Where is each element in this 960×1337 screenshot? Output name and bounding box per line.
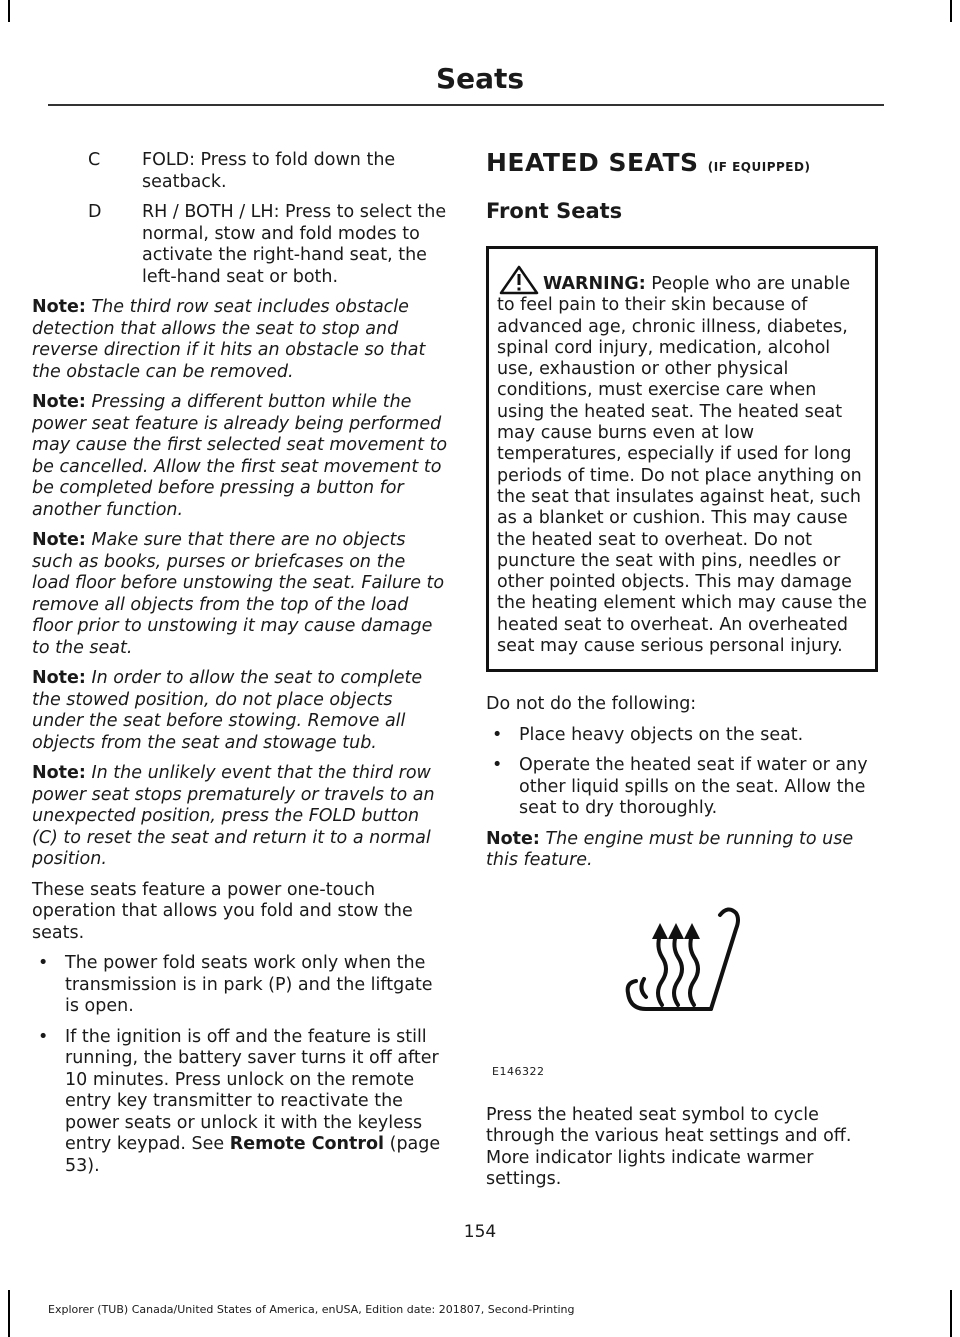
note-label: Note: — [32, 668, 86, 688]
subsection-heading: Front Seats — [486, 198, 623, 223]
right-column — [486, 150, 878, 1200]
do-not-intro: Do not do the following: — [486, 694, 697, 715]
key-letter: D — [88, 202, 102, 222]
note-stowed-position — [32, 668, 448, 754]
page-number: 154 — [463, 1222, 497, 1242]
key-item-d — [32, 202, 448, 288]
crop-mark — [8, 0, 10, 22]
key-item-c — [32, 150, 448, 193]
bullet-text: If the ignition is off and the feature is still running, the battery saver turns it off after 10 minutes. Press unlock on the remote entry key transmitter to reactivate the power seats or unlock it with the keyless entry keypad. See — [65, 1026, 439, 1154]
section-title: HEATED SEATS — [486, 148, 699, 177]
warning-text: People who are unable to feel pain to their skin because of advanced age, chronic illness, diabetes, spinal cord injury, medication, alcohol use, exhaustion or other physical conditions, must exercise care when using the heated seat. The heated seat may cause burns even at low temperatures, especially if used for long periods of time. Do not place anything on the seat that insulates against heat, such as a blanket or cushion. This may cause the heated seat to overheat. Do not puncture the seat with pins, needles or other pointed objects. This may damage the heating element which may cause the heated seat to overheat. An overheated seat may cause serious personal injury. — [497, 274, 867, 657]
note-obstacle-detection — [32, 297, 448, 383]
edition-footer: Explorer (TUB) Canada/United States of America, enUSA, Edition date: 201807, Second-Printing — [48, 1303, 575, 1316]
note-label: Note: — [486, 828, 540, 849]
note-label: Note: — [32, 297, 86, 317]
note-text: In order to allow the seat to complete the stowed position, do not place objects under the seat before stowing. Remove all objects from the seat and stowage tub. — [32, 668, 423, 753]
list-item: • Operate the heated seat if water or any other liquid spills on the seat. Allow the seat to dry thoroughly. — [486, 755, 878, 820]
note-text: The third row seat includes obstacle detection that allows the seat to stop and reverse direction if it hits an obstacle so that the obstacle can be removed. — [32, 297, 426, 382]
page-reference: (page 53). — [65, 1134, 441, 1176]
heated-seat-icon — [616, 897, 746, 1037]
key-description: RH / BOTH / LH: Press to select the normal, stow and fold modes to activate the right-hand seat, the left-hand seat or both. — [142, 202, 447, 287]
note-text: Make sure that there are no objects such as books, purses or briefcases on the load floor before unstowing the seat. Failure to remove all objects from the top of the load floor prior to unstowing it may cause damage to the seat. — [32, 530, 445, 658]
list-item — [32, 1027, 448, 1178]
figure-id: E146322 — [492, 1065, 545, 1079]
left-column — [32, 150, 448, 1186]
note-text: The engine must be running to use this feature. — [486, 828, 854, 871]
cross-reference-link[interactable]: Remote Control — [229, 1134, 385, 1154]
closing-paragraph: Press the heated seat symbol to cycle through the various heat settings and off. More indicator lights indicate warmer settings. — [486, 1104, 852, 1190]
key-letter: C — [88, 150, 101, 170]
section-heading — [486, 148, 878, 179]
section-suffix: (IF EQUIPPED) — [707, 160, 811, 174]
intro-paragraph: These seats feature a power one-touch operation that allows you fold and stow the seats. — [32, 879, 413, 943]
bullet-list — [32, 953, 448, 1177]
page-header-title: Seats — [435, 62, 525, 95]
key-description: FOLD: Press to fold down the seatback. — [142, 150, 396, 192]
crop-mark — [8, 1290, 10, 1337]
list-item: • The power fold seats work only when the transmission is in park (P) and the liftgate is open. — [32, 953, 448, 1018]
note-text: In the unlikely event that the third row power seat stops prematurely or travels to an unexpected position, press the FOLD button (C) to reset the seat and return it to a normal position. — [32, 763, 435, 869]
warning-triangle-icon — [497, 265, 541, 295]
note-no-objects — [32, 530, 448, 659]
note-label: Note: — [32, 530, 86, 550]
bullet-list — [486, 725, 878, 820]
heated-seat-figure — [486, 881, 878, 1091]
note-engine-running — [486, 829, 878, 872]
crop-mark — [950, 1290, 952, 1337]
warning-label: WARNING: — [543, 274, 646, 294]
note-unlikely-event — [32, 763, 448, 871]
note-different-button — [32, 392, 448, 521]
warning-box — [486, 246, 878, 672]
note-label: Note: — [32, 392, 86, 412]
crop-mark — [950, 0, 952, 22]
header-divider — [48, 104, 884, 106]
note-text: Pressing a different button while the power seat feature is already being performed may cause the first selected seat movement to be cancelled. Allow the first seat movement to be completed before pressing a button for another function. — [32, 392, 448, 520]
list-item: • Place heavy objects on the seat. — [486, 725, 878, 747]
note-label: Note: — [32, 763, 86, 783]
